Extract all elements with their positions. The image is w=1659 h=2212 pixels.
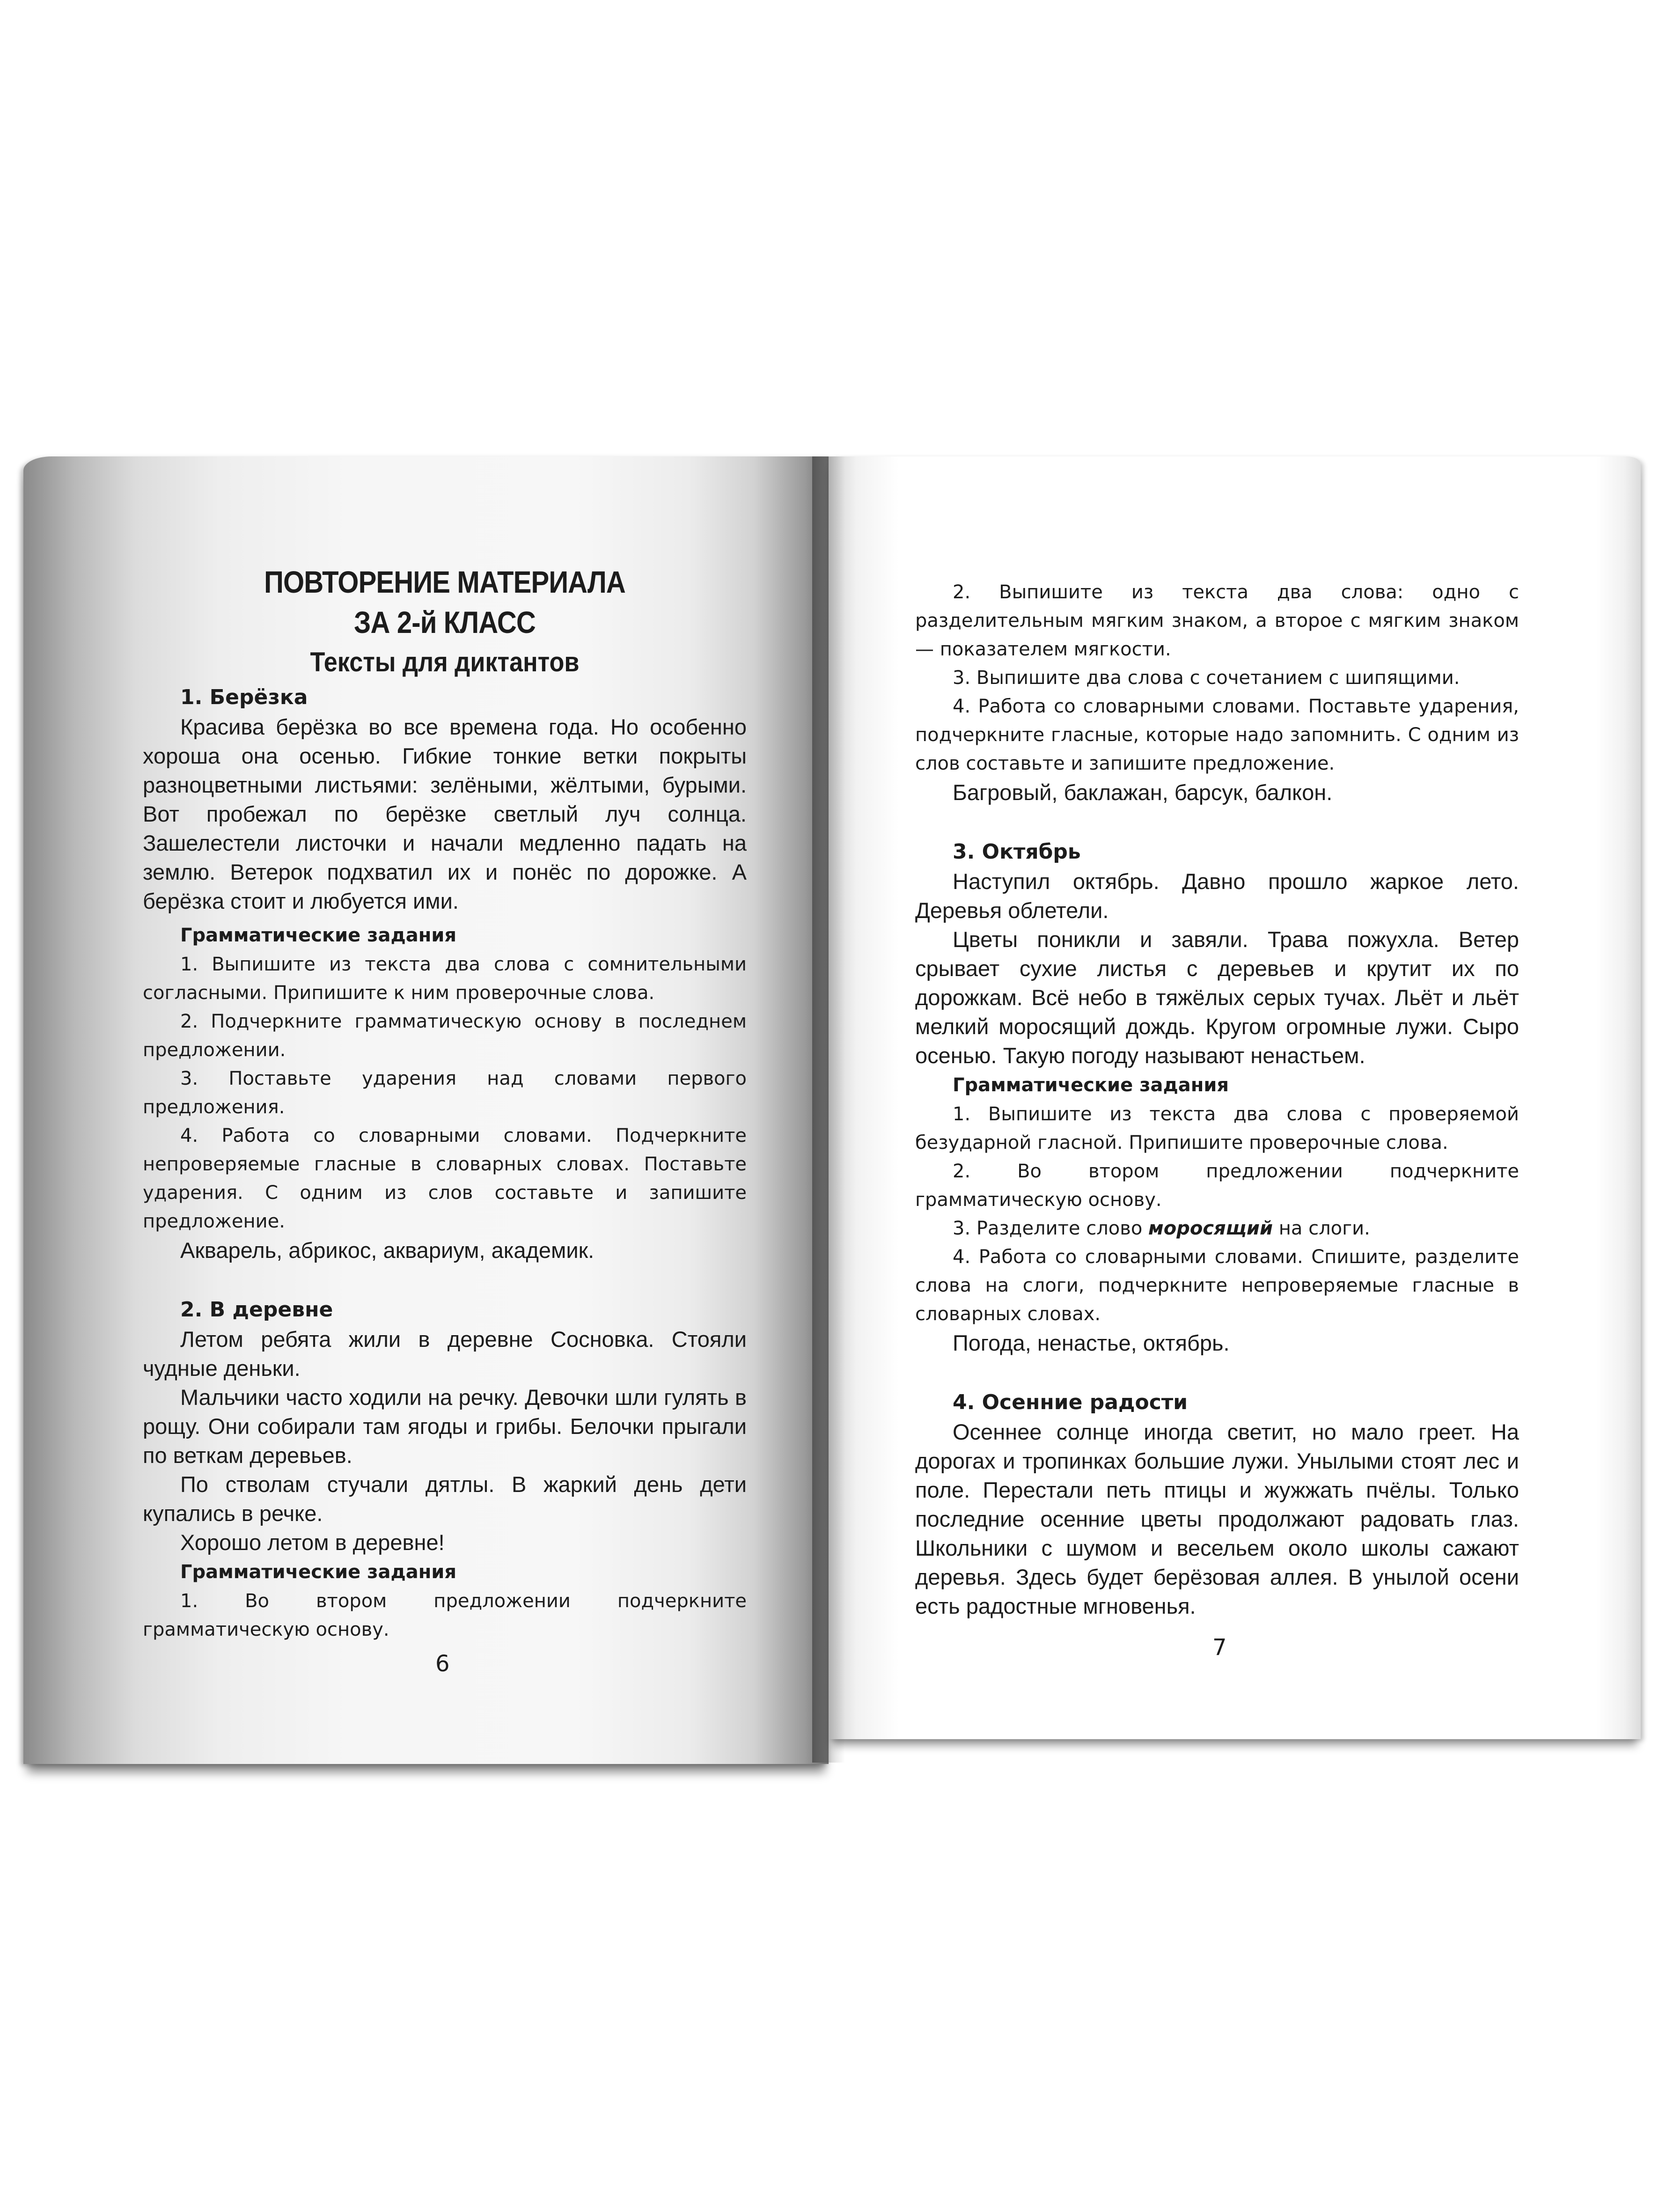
section-title-4: 4. Осенние радости <box>953 1390 1188 1414</box>
section2-paragraph-4: Хорошо летом в деревне! <box>180 1530 445 1555</box>
continued-task-2: 2. Выпишите из текста два слова: одно с разделительным мягким знаком, а второе с мягким знаком — показателем мягкости. <box>915 581 1519 660</box>
section3-words: Погода, ненастье, октябрь. <box>953 1330 1230 1355</box>
section3-task-2: 2. Во втором предложении подчеркните грамматическую основу. <box>915 1161 1519 1211</box>
continued-task-4: 4. Работа со словарными словами. Поставьте ударения, подчеркните гласные, которые надо запомнить. С одним из слов составьте и запишите предложение. <box>915 696 1519 774</box>
section1-task-1: 1. Выпишите из текста два слова с сомнительными согласными. Припишите к ним проверочные слова. <box>143 954 747 1004</box>
section3-task-3 <box>915 1214 1519 1243</box>
section1-words: Акварель, абрикос, аквариум, академик. <box>180 1238 595 1263</box>
section3-paragraph-2: Цветы поникли и завяли. Трава пожухла. Ветер срывает сухие листья с деревьев и крутит их по дорожкам. Всё небо в тяжёлых серых тучах. Льёт и льёт мелкий моросящий дождь. Кругом огромные лужи. Сыро осенью. Такую погоду называют ненастьем. <box>915 927 1519 1068</box>
section-title-1: 1. Берёзка <box>180 685 308 709</box>
section3-task-1: 1. Выпишите из текста два слова с проверяемой безударной гласной. Припишите проверочные слова. <box>915 1103 1519 1154</box>
section-title-3: 3. Октябрь <box>953 840 1081 864</box>
section3-task-3-prefix: 3. Разделите слово <box>953 1218 1149 1239</box>
section3-task-3-suffix: на слоги. <box>1273 1218 1370 1239</box>
section2-paragraph-2: Мальчики часто ходили на речку. Девочки шли гулять в рощу. Они собирали там ягоды и грибы. Белочки прыгали по веткам деревьев. <box>143 1385 747 1468</box>
section4-text: Осеннее солнце иногда светит, но мало греет. На дорогах и тропинках большие лужи. Унылыми стоят лес и поле. Перестали петь птицы и жужжать пчёлы. Только последние осенние цветы продолжают радовать глаз. Школьники с шумом и весельем около школы сажают деревья. Здесь будет берёзовая аллея. В унылой осени есть радостные мгновенья. <box>915 1419 1519 1618</box>
section3-tasks-title: Грамматические задания <box>953 1074 1229 1096</box>
section1-task-4: 4. Работа со словарными словами. Подчеркните непроверяемые гласные в словарных словах. Поставьте ударения. С одним из слов составьте и запишите предложение. <box>143 1125 747 1232</box>
left-page-content <box>143 562 747 1644</box>
section-title-2: 2. В деревне <box>180 1298 333 1322</box>
section1-tasks-title: Грамматические задания <box>180 925 457 946</box>
section2-paragraph-3: По стволам стучали дятлы. В жаркий день дети купались в речке. <box>143 1472 747 1526</box>
section2-task-1: 1. Во втором предложении подчеркните грамматическую основу. <box>143 1590 747 1640</box>
chapter-title-line1: ПОВТОРЕНИЕ МАТЕРИАЛА <box>264 565 625 599</box>
section1-text: Красива берёзка во все времена года. Но особенно хороша она осенью. Гибкие тонкие ветки покрыты разноцветными листьями: зелёными, жёлтыми, бурыми. Вот пробежал по берёзке светлый луч солнца. Зашелестели листочки и начали медленно падать на землю. Ветерок подхватил их и понёс по дорожке. А берёзка стоит и любуется ими. <box>143 714 747 913</box>
book-spine <box>812 456 845 1763</box>
continued-task-3: 3. Выпишите два слова с сочетанием с шипящими. <box>953 667 1460 689</box>
page-number-left: 6 <box>435 1651 450 1677</box>
section1-task-2: 2. Подчеркните грамматическую основу в последнем предложении. <box>143 1011 747 1061</box>
chapter-title-line2: ЗА 2-й КЛАСС <box>354 605 536 639</box>
section2-tasks-title: Грамматические задания <box>180 1561 457 1583</box>
section2-paragraph-1: Летом ребята жили в деревне Сосновка. Стояли чудные деньки. <box>143 1327 747 1381</box>
section3-task-3-word: моросящий <box>1148 1218 1273 1239</box>
continued-words: Багровый, баклажан, барсук, балкон. <box>953 780 1333 805</box>
page-number-right: 7 <box>1212 1634 1227 1661</box>
right-page-content <box>915 578 1519 1621</box>
chapter-subtitle: Тексты для диктантов <box>310 647 580 677</box>
section3-paragraph-1: Наступил октябрь. Давно прошло жаркое лето. Деревья облетели. <box>915 869 1519 923</box>
section3-task-4: 4. Работа со словарными словами. Спишите, разделите слова на слоги, подчеркните непроверяемые гласные в словарных словах. <box>915 1246 1519 1325</box>
section1-task-3: 3. Поставьте ударения над словами первого предложения. <box>143 1068 747 1118</box>
